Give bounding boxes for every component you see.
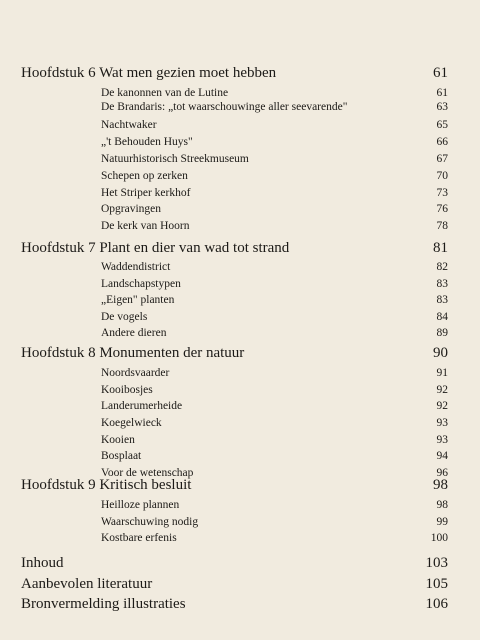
section-title: „'t Behouden Huys" xyxy=(101,136,193,148)
back-matter-entry xyxy=(0,553,480,573)
page-number: 94 xyxy=(436,450,448,462)
page-number: 100 xyxy=(430,532,448,544)
section-title: De kanonnen van de Lutine xyxy=(101,87,229,99)
section-entry xyxy=(0,323,480,343)
section-entry xyxy=(0,97,480,117)
section-title: Waarschuwing nodig xyxy=(101,516,199,528)
page-number: 103 xyxy=(425,555,448,571)
chapter-9-heading xyxy=(0,475,480,495)
chapter-8-heading xyxy=(0,343,480,363)
page-number: 90 xyxy=(433,345,448,361)
chapter-label: Hoofdstuk 9 xyxy=(21,477,96,493)
back-matter-title: Aanbevolen literatuur xyxy=(21,576,153,592)
section-entry xyxy=(0,216,480,236)
section-title: „Eigen" planten xyxy=(101,294,175,306)
back-matter-entry xyxy=(0,574,480,594)
section-title: Het Striper kerkhof xyxy=(101,187,191,199)
page-number: 89 xyxy=(436,327,448,339)
back-matter-entry xyxy=(0,594,480,614)
page-number: 70 xyxy=(436,170,448,182)
section-title: Landerumerheide xyxy=(101,400,183,412)
section-title: Andere dieren xyxy=(101,327,167,339)
page-number: 92 xyxy=(436,384,448,396)
section-title: Voor de wetenschap xyxy=(101,467,194,479)
page-number: 92 xyxy=(436,400,448,412)
section-title: Kooien xyxy=(101,434,135,446)
section-title: Opgravingen xyxy=(101,203,162,215)
page-number: 61 xyxy=(433,65,448,81)
page-number: 106 xyxy=(425,596,448,612)
page-number: 91 xyxy=(436,367,448,379)
page-number: 78 xyxy=(436,220,448,232)
page-number: 82 xyxy=(436,261,448,273)
page-number: 84 xyxy=(436,311,448,323)
chapter-label: Hoofdstuk 8 xyxy=(21,345,96,361)
section-title: Landschapstypen xyxy=(101,278,181,290)
page-number: 61 xyxy=(436,87,448,99)
chapter-7-heading xyxy=(0,238,480,258)
section-title: Kostbare erfenis xyxy=(101,532,177,544)
page-number: 93 xyxy=(436,434,448,446)
back-matter-title: Bronvermelding illustraties xyxy=(21,596,186,612)
page-number: 81 xyxy=(433,240,448,256)
page-number: 66 xyxy=(436,136,448,148)
chapter-title: Kritisch besluit xyxy=(99,477,192,493)
page-number: 67 xyxy=(436,153,448,165)
chapter-label: Hoofdstuk 6 xyxy=(21,65,96,81)
section-title: Natuurhistorisch Streekmuseum xyxy=(101,153,249,165)
chapter-title: Monumenten der natuur xyxy=(99,345,245,361)
section-title: Waddendistrict xyxy=(101,261,171,273)
section-title: Kooibosjes xyxy=(101,384,153,396)
page-number: 63 xyxy=(436,101,448,113)
page-number: 98 xyxy=(433,477,448,493)
section-title: De Brandaris: „tot waarschouwinge aller seevarende" xyxy=(101,101,348,113)
page-number: 73 xyxy=(436,187,448,199)
page-number: 99 xyxy=(436,516,448,528)
page-number: 105 xyxy=(425,576,448,592)
page-number: 76 xyxy=(436,203,448,215)
section-title: Heilloze plannen xyxy=(101,499,180,511)
page-number: 96 xyxy=(436,467,448,479)
page-number: 83 xyxy=(436,294,448,306)
section-title: Nachtwaker xyxy=(101,119,157,131)
section-title: Noordsvaarder xyxy=(101,367,170,379)
page-number: 65 xyxy=(436,119,448,131)
section-entry xyxy=(0,528,480,548)
section-title: Schepen op zerken xyxy=(101,170,188,182)
page-number: 83 xyxy=(436,278,448,290)
chapter-title: Wat men gezien moet hebben xyxy=(99,65,277,81)
back-matter-title: Inhoud xyxy=(21,555,64,571)
chapter-label: Hoofdstuk 7 xyxy=(21,240,96,256)
section-title: De vogels xyxy=(101,311,148,323)
page-number: 98 xyxy=(436,499,448,511)
chapter-6-heading xyxy=(0,63,480,83)
page-number: 93 xyxy=(436,417,448,429)
chapter-title: Plant en dier van wad tot strand xyxy=(99,240,290,256)
section-title: Bosplaat xyxy=(101,450,142,462)
section-title: Koegelwieck xyxy=(101,417,162,429)
section-title: De kerk van Hoorn xyxy=(101,220,190,232)
